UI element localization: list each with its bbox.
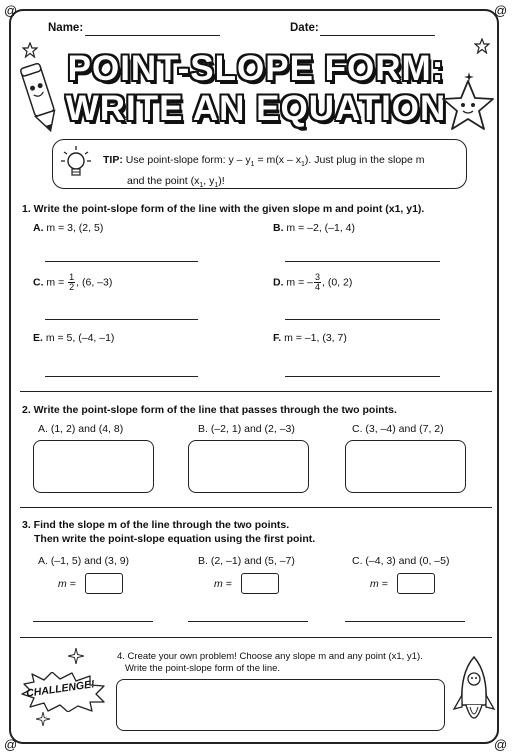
item-2c: C. (3, –4) and (7, 2) — [352, 423, 444, 435]
slope-box-3b[interactable] — [241, 573, 279, 594]
tip-subscript: 1 — [250, 161, 255, 169]
title-line-1: POINT-SLOPE FORM: — [67, 49, 445, 88]
answer-box-2a[interactable] — [33, 440, 154, 493]
slope-box-3c[interactable] — [397, 573, 435, 594]
item-label: D. — [273, 276, 284, 289]
answer-line-3b[interactable] — [188, 621, 308, 622]
answer-line-3c[interactable] — [345, 621, 465, 622]
name-field[interactable] — [85, 35, 220, 36]
item-2a: A. (1, 2) and (4, 8) — [38, 423, 124, 435]
answer-line-1f[interactable] — [285, 376, 440, 377]
answer-line-1e[interactable] — [45, 376, 198, 377]
name-label: Name: — [48, 22, 84, 34]
tip-subscript: 1 — [199, 182, 204, 190]
tip-text-f: )! — [218, 175, 225, 188]
tip-text-d: and the point (x — [127, 175, 200, 188]
answer-line-3a[interactable] — [33, 621, 153, 622]
sparkle-icon — [36, 712, 50, 726]
title-line-2: WRITE AN EQUATION — [65, 89, 447, 128]
section-divider — [20, 391, 492, 392]
slope-box-3a[interactable] — [85, 573, 123, 594]
item-1c — [33, 273, 112, 292]
item-1a — [33, 222, 103, 234]
tip-text — [103, 152, 463, 194]
item-text: m = – — [286, 276, 313, 289]
section-divider — [20, 507, 492, 508]
tip-text-a: Use point-slope form: y – y — [125, 154, 251, 166]
slope-label-3a: m = — [58, 578, 76, 590]
fraction — [68, 273, 75, 292]
item-1f — [273, 332, 347, 344]
section-1-heading: 1. Write the point-slope form of the line with the given slope m and point (x1, y1). — [22, 203, 425, 215]
date-field[interactable] — [320, 35, 435, 36]
item-text: m = 3, (2, 5) — [46, 222, 104, 234]
answer-box-2b[interactable] — [188, 440, 309, 493]
swirl-icon: @ — [494, 737, 508, 752]
item-3a: A. (–1, 5) and (3, 9) — [38, 555, 130, 567]
date-label: Date: — [290, 22, 319, 34]
answer-line-1d[interactable] — [285, 319, 440, 320]
sparkle-icon — [68, 648, 84, 664]
item-1b — [273, 222, 355, 234]
item-3c: C. (–4, 3) and (0, –5) — [352, 555, 450, 567]
item-label: A. — [33, 222, 44, 234]
section-4-line-1: 4. Create your own problem! Choose any slope m and any point (x1, y1). — [117, 651, 423, 662]
item-label: B. — [273, 222, 284, 234]
item-1e — [33, 332, 114, 344]
item-text: m = 5, (–4, –1) — [45, 332, 115, 344]
item-text: , (0, 2) — [322, 276, 353, 289]
answer-line-1b[interactable] — [285, 261, 440, 262]
fraction — [314, 273, 321, 292]
item-1d — [273, 273, 352, 292]
section-3-heading-1: 3. Find the slope m of the line through the two points. — [22, 519, 290, 531]
item-label: F. — [273, 332, 282, 344]
swirl-icon: @ — [4, 737, 18, 752]
slope-label-3b: m = — [214, 578, 232, 590]
challenge-badge: CHALLENGE! — [25, 678, 96, 700]
fraction-denominator: 2 — [69, 282, 75, 292]
tip-text-b: = m(x – x — [254, 154, 301, 166]
tip-label: TIP: — [103, 154, 123, 166]
fraction-numerator: 1 — [69, 272, 75, 282]
section-2-heading: 2. Write the point-slope form of the line that passes through the two points. — [22, 404, 397, 416]
slope-label-3c: m = — [370, 578, 388, 590]
answer-line-1c[interactable] — [45, 319, 198, 320]
section-divider — [20, 637, 492, 638]
answer-box-4[interactable] — [116, 679, 445, 731]
fraction-numerator: 3 — [314, 272, 320, 282]
item-text: m = — [46, 276, 68, 289]
swirl-icon: @ — [494, 3, 508, 18]
rocket-icon — [452, 655, 496, 733]
swirl-icon: @ — [4, 3, 18, 18]
section-4-line-2: Write the point-slope form of the line. — [125, 663, 281, 674]
item-label: E. — [33, 332, 43, 344]
item-text: m = –1, (3, 7) — [284, 332, 347, 344]
item-text: m = –2, (–1, 4) — [286, 222, 355, 234]
fraction-denominator: 4 — [314, 282, 320, 292]
item-3b: B. (2, –1) and (5, –7) — [198, 555, 295, 567]
answer-box-2c[interactable] — [345, 440, 466, 493]
item-2b: B. (–2, 1) and (2, –3) — [198, 423, 295, 435]
answer-line-1a[interactable] — [45, 261, 198, 262]
item-label: C. — [33, 276, 44, 289]
section-3-heading-2: Then write the point-slope equation using the first point. — [34, 533, 316, 545]
tip-text-e: , y — [203, 175, 215, 188]
tip-subscript: 1 — [300, 161, 305, 169]
tip-text-c: ). Just plug in the slope m — [304, 154, 425, 166]
lightbulb-icon — [60, 144, 92, 184]
star-mascot-icon — [440, 78, 496, 134]
tip-subscript: 1 — [214, 182, 219, 190]
item-text: , (6, –3) — [76, 276, 113, 289]
